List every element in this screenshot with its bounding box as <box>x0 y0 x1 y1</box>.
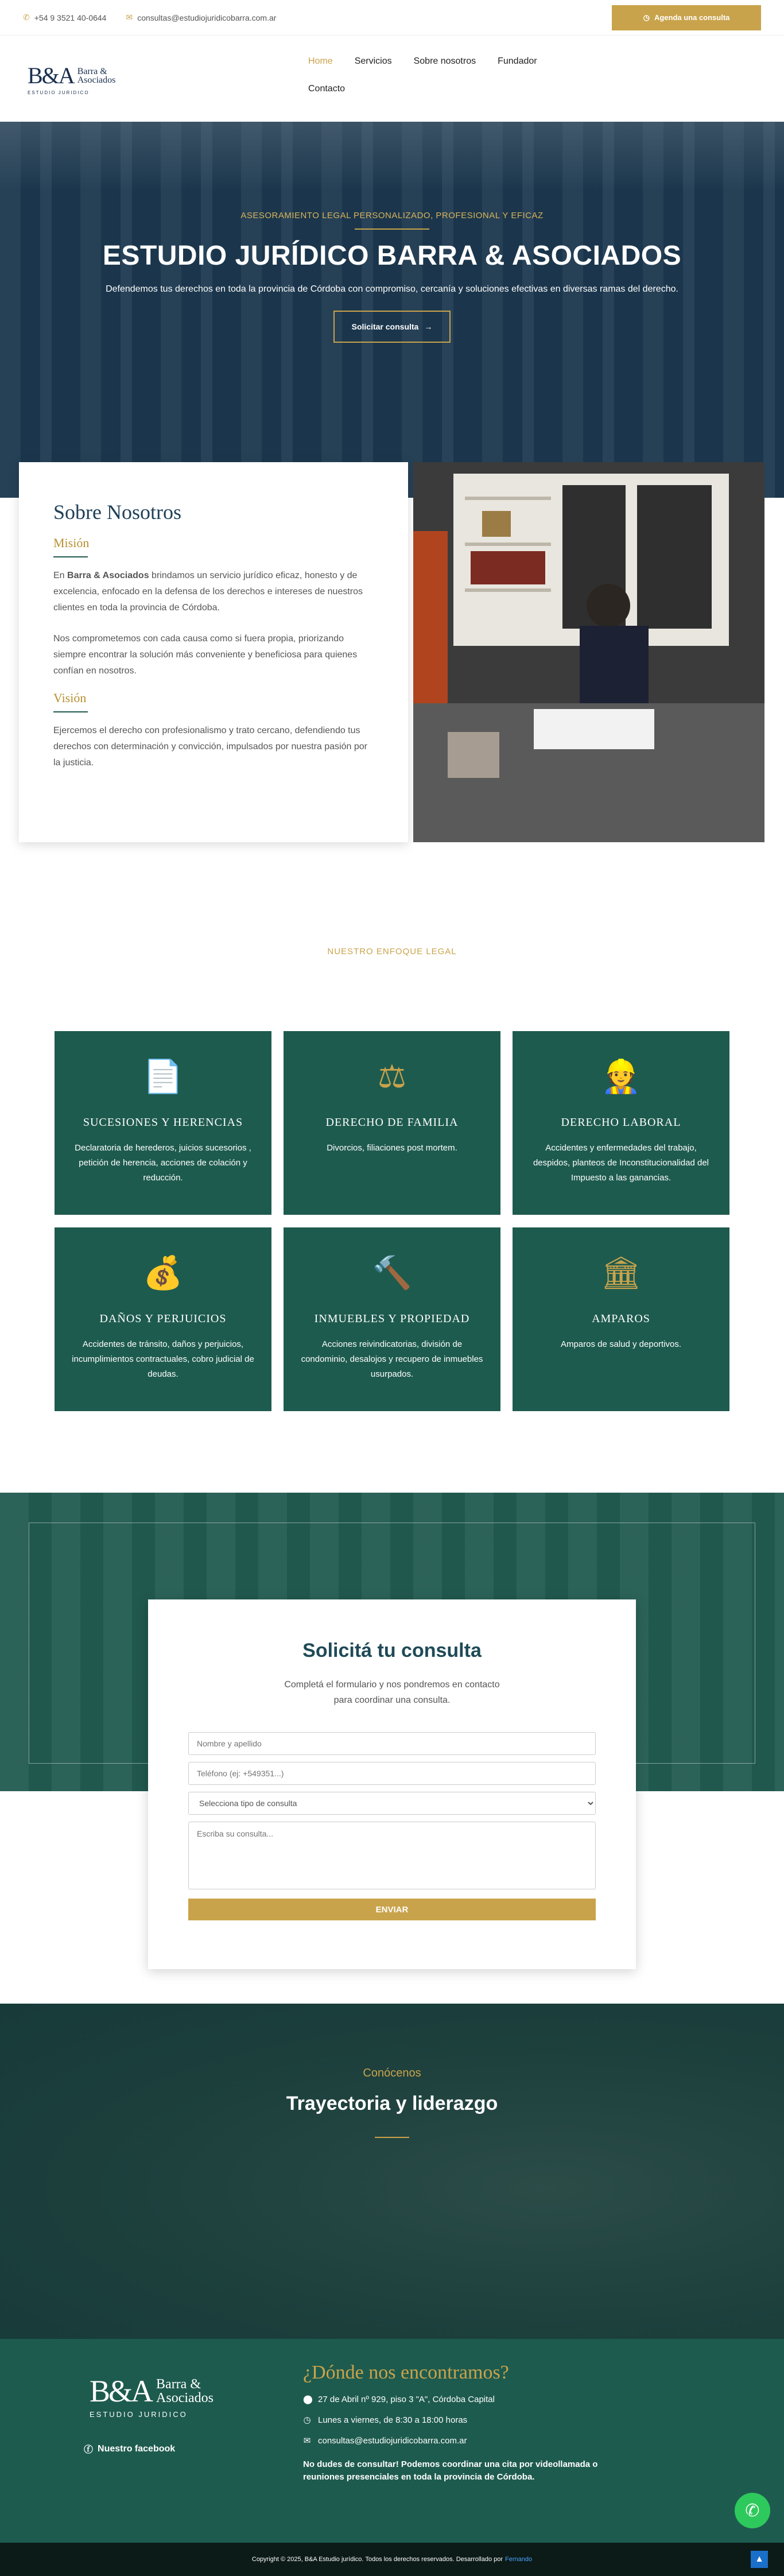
footer-logo-name-line2: Asociados <box>156 2391 214 2405</box>
about-section <box>0 498 784 951</box>
service-title: SUCESIONES Y HERENCIAS <box>83 1116 243 1129</box>
send-button[interactable]: ENVIAR <box>188 1899 596 1920</box>
phone-contact[interactable] <box>23 13 106 22</box>
logo-names <box>77 67 116 84</box>
nav-servicios[interactable]: Servicios <box>354 56 392 66</box>
logo-tagline: ESTUDIO JURIDICO <box>28 90 90 95</box>
mision-paragraph-2: Nos comprometemos con cada causa como si fuera propia, priorizando siempre encontrar la solución más conveniente y beneficiosa para quienes confían en nosotros. <box>53 634 358 676</box>
service-text: Amparos de salud y deportivos. <box>560 1339 682 1349</box>
nav-contacto[interactable]: Contacto <box>308 84 346 94</box>
footer-logo-mark <box>90 2373 214 2409</box>
worker-icon: 👷 <box>601 1058 641 1094</box>
family-icon: ⚖ <box>377 1058 407 1094</box>
service-card-danos[interactable] <box>55 1227 271 1411</box>
form-fields <box>188 1732 596 1920</box>
consultation-description: Completá el formulario y nos pondremos en contacto para coordinar una consulta. <box>284 1680 500 1705</box>
consultation-form <box>148 1599 636 1969</box>
vision-divider <box>53 711 88 712</box>
service-card-inmuebles[interactable] <box>284 1227 500 1411</box>
scroll-top-icon[interactable]: ▲ <box>751 2551 768 2568</box>
nav-home[interactable]: Home <box>308 56 333 66</box>
service-title: DERECHO LABORAL <box>561 1116 681 1129</box>
service-title: AMPAROS <box>592 1312 650 1325</box>
facebook-label: Nuestro facebook <box>98 2443 176 2454</box>
mision-divider <box>53 556 88 557</box>
copyright-text: Copyright © 2025, B&A Estudio jurídico. Todos los derechos reservados. Desarrollado por <box>251 2556 503 2563</box>
lawyer-photo-illustration <box>413 462 764 842</box>
phone-input[interactable] <box>188 1762 596 1785</box>
schedule-consultation-button[interactable] <box>612 5 761 30</box>
vision-paragraph: Ejercemos el derecho con profesionalismo y trato cercano, defendiendo tus derechos con determinación y convicción, impulsados por nuestra pasión por la justicia. <box>53 726 367 768</box>
consultation-title: Solicitá tu consulta <box>302 1640 482 1661</box>
map-pin-icon: ⬤ <box>303 2395 313 2404</box>
logo-mark <box>28 62 114 89</box>
logo-name-line1: Barra & <box>77 66 107 76</box>
about-card <box>19 462 408 842</box>
request-consultation-label: Solicitar consulta <box>351 322 419 331</box>
email-contact[interactable] <box>126 13 276 22</box>
trajectory-title: Trayectoria y liderazgo <box>286 2093 498 2114</box>
services-eyebrow: NUESTRO ENFOQUE LEGAL <box>327 947 457 956</box>
trajectory-eyebrow: Conócenos <box>363 2067 421 2079</box>
hero-lead: Defendemos tus derechos en toda la provincia de Córdoba con compromiso, cercanía y soluciones efectivas en diversas ramas del derecho. <box>106 284 678 294</box>
footer-logo-name-line1: Barra & <box>156 2377 201 2392</box>
lawyer-photo <box>413 462 764 842</box>
nav-fundador[interactable]: Fundador <box>498 56 537 66</box>
service-text: Accidentes de tránsito, daños y perjuicios, incumplimientos contractuales, cobro judicial de deudas. <box>72 1339 254 1379</box>
footer-logo[interactable] <box>90 2373 214 2419</box>
footer-location <box>303 2362 601 2484</box>
nav-sobre-nosotros[interactable]: Sobre nosotros <box>413 56 476 66</box>
hours-row <box>303 2415 601 2425</box>
mision-p1-post: brindamos un servicio jurídico eficaz, honesto y de excelencia, enfocado en la defensa de los derechos e intereses de nuestros clientes en toda la provincia de Córdoba. <box>53 571 363 613</box>
consultation-section <box>0 1493 784 2004</box>
email-row[interactable] <box>303 2435 601 2446</box>
hero-background-image <box>0 122 784 191</box>
whatsapp-icon[interactable]: ✆ <box>735 2493 770 2528</box>
service-text: Acciones reivindicatorias, división de condominio, desalojos y recupero de inmuebles usurpados. <box>301 1339 483 1379</box>
trajectory-section <box>0 2004 784 2339</box>
top-contacts <box>23 13 276 22</box>
services-section <box>0 947 784 1411</box>
message-textarea[interactable] <box>188 1822 596 1889</box>
site-header <box>0 36 784 122</box>
facebook-icon: ⓕ <box>84 2445 94 2455</box>
trajectory-content <box>0 2067 784 2138</box>
service-title: DERECHO DE FAMILIA <box>325 1116 459 1129</box>
service-card-familia[interactable] <box>284 1031 500 1215</box>
facebook-link[interactable] <box>84 2442 175 2455</box>
clock-icon: ◷ <box>303 2415 311 2425</box>
mision-p1-firm: Barra & Asociados <box>67 571 149 580</box>
mision-title: Misión <box>53 536 90 550</box>
footer-logo-names <box>156 2377 214 2405</box>
hero-divider <box>355 228 429 230</box>
hero-title: ESTUDIO JURÍDICO BARRA & ASOCIADOS <box>102 241 682 271</box>
hero-eyebrow: ASESORAMIENTO LEGAL PERSONALIZADO, PROFESIONAL Y EFICAZ <box>240 211 544 220</box>
mail-icon: ✉ <box>303 2436 311 2446</box>
arrow-right-icon: → <box>424 322 433 331</box>
service-card-amparos[interactable] <box>513 1227 729 1411</box>
schedule-consultation-label: Agenda una consulta <box>654 13 730 22</box>
mision-paragraph-1 <box>53 568 374 616</box>
name-input[interactable] <box>188 1732 596 1755</box>
consultation-type-select[interactable] <box>188 1792 596 1815</box>
hero-section <box>0 122 784 498</box>
footer-note: No dudes de consultar! Podemos coordinar una cita por videollamada o reuniones presenciales en toda la provincia de Córdoba. <box>303 2459 598 2482</box>
email-text: consultas@estudiojuridicobarra.com.ar <box>137 13 277 22</box>
main-nav <box>308 56 549 94</box>
phone-icon: ✆ <box>23 13 30 22</box>
service-text: Divorcios, filiaciones post mortem. <box>327 1143 457 1153</box>
service-title: INMUEBLES Y PROPIEDAD <box>314 1312 470 1325</box>
service-card-sucesiones[interactable] <box>55 1031 271 1215</box>
hero-content <box>0 211 784 343</box>
mision-p1-pre: En <box>53 571 68 580</box>
services-grid <box>55 1031 729 1411</box>
footer-logo-monogram: B&A <box>90 2374 152 2408</box>
top-bar <box>0 0 784 36</box>
clock-icon: ◷ <box>643 13 650 22</box>
vision-title: Visión <box>53 691 87 705</box>
footer-email-text: consultas@estudiojuridicobarra.com.ar <box>318 2435 467 2446</box>
footer-title: ¿Dónde nos encontramos? <box>303 2362 509 2383</box>
mail-icon: ✉ <box>126 13 133 22</box>
site-logo[interactable] <box>28 62 114 95</box>
courthouse-icon: 🏛 <box>600 1254 642 1291</box>
site-footer <box>0 2339 784 2543</box>
gavel-icon: 🔨 <box>372 1254 412 1291</box>
service-card-laboral[interactable] <box>513 1031 729 1215</box>
address-text: 27 de Abril nº 929, piso 3 "A", Córdoba Capital <box>318 2394 495 2404</box>
phone-text: +54 9 3521 40-0644 <box>34 13 107 22</box>
hours-text: Lunes a viernes, de 8:30 a 18:00 horas <box>318 2415 468 2425</box>
address-row <box>303 2394 601 2404</box>
service-text: Declaratoria de herederos, juicios sucesorios , petición de herencia, acciones de colación y reducción. <box>75 1143 251 1183</box>
logo-name-line2: Asociados <box>77 75 116 85</box>
copyright-bar <box>0 2543 784 2576</box>
trajectory-divider <box>375 2137 409 2138</box>
request-consultation-button[interactable] <box>333 311 451 343</box>
money-icon: 💰 <box>143 1254 183 1291</box>
developer-link[interactable]: Fernando <box>505 2556 533 2563</box>
service-text: Accidentes y enfermedades del trabajo, despidos, planteos de Inconstitucionalidad del Impuesto a las ganancias. <box>533 1143 709 1183</box>
footer-logo-tagline: ESTUDIO JURIDICO <box>90 2410 188 2419</box>
service-title: DAÑOS Y PERJUICIOS <box>99 1312 227 1325</box>
document-icon: 📄 <box>143 1058 183 1094</box>
about-title: Sobre Nosotros <box>53 501 181 524</box>
logo-monogram: B&A <box>28 63 74 88</box>
